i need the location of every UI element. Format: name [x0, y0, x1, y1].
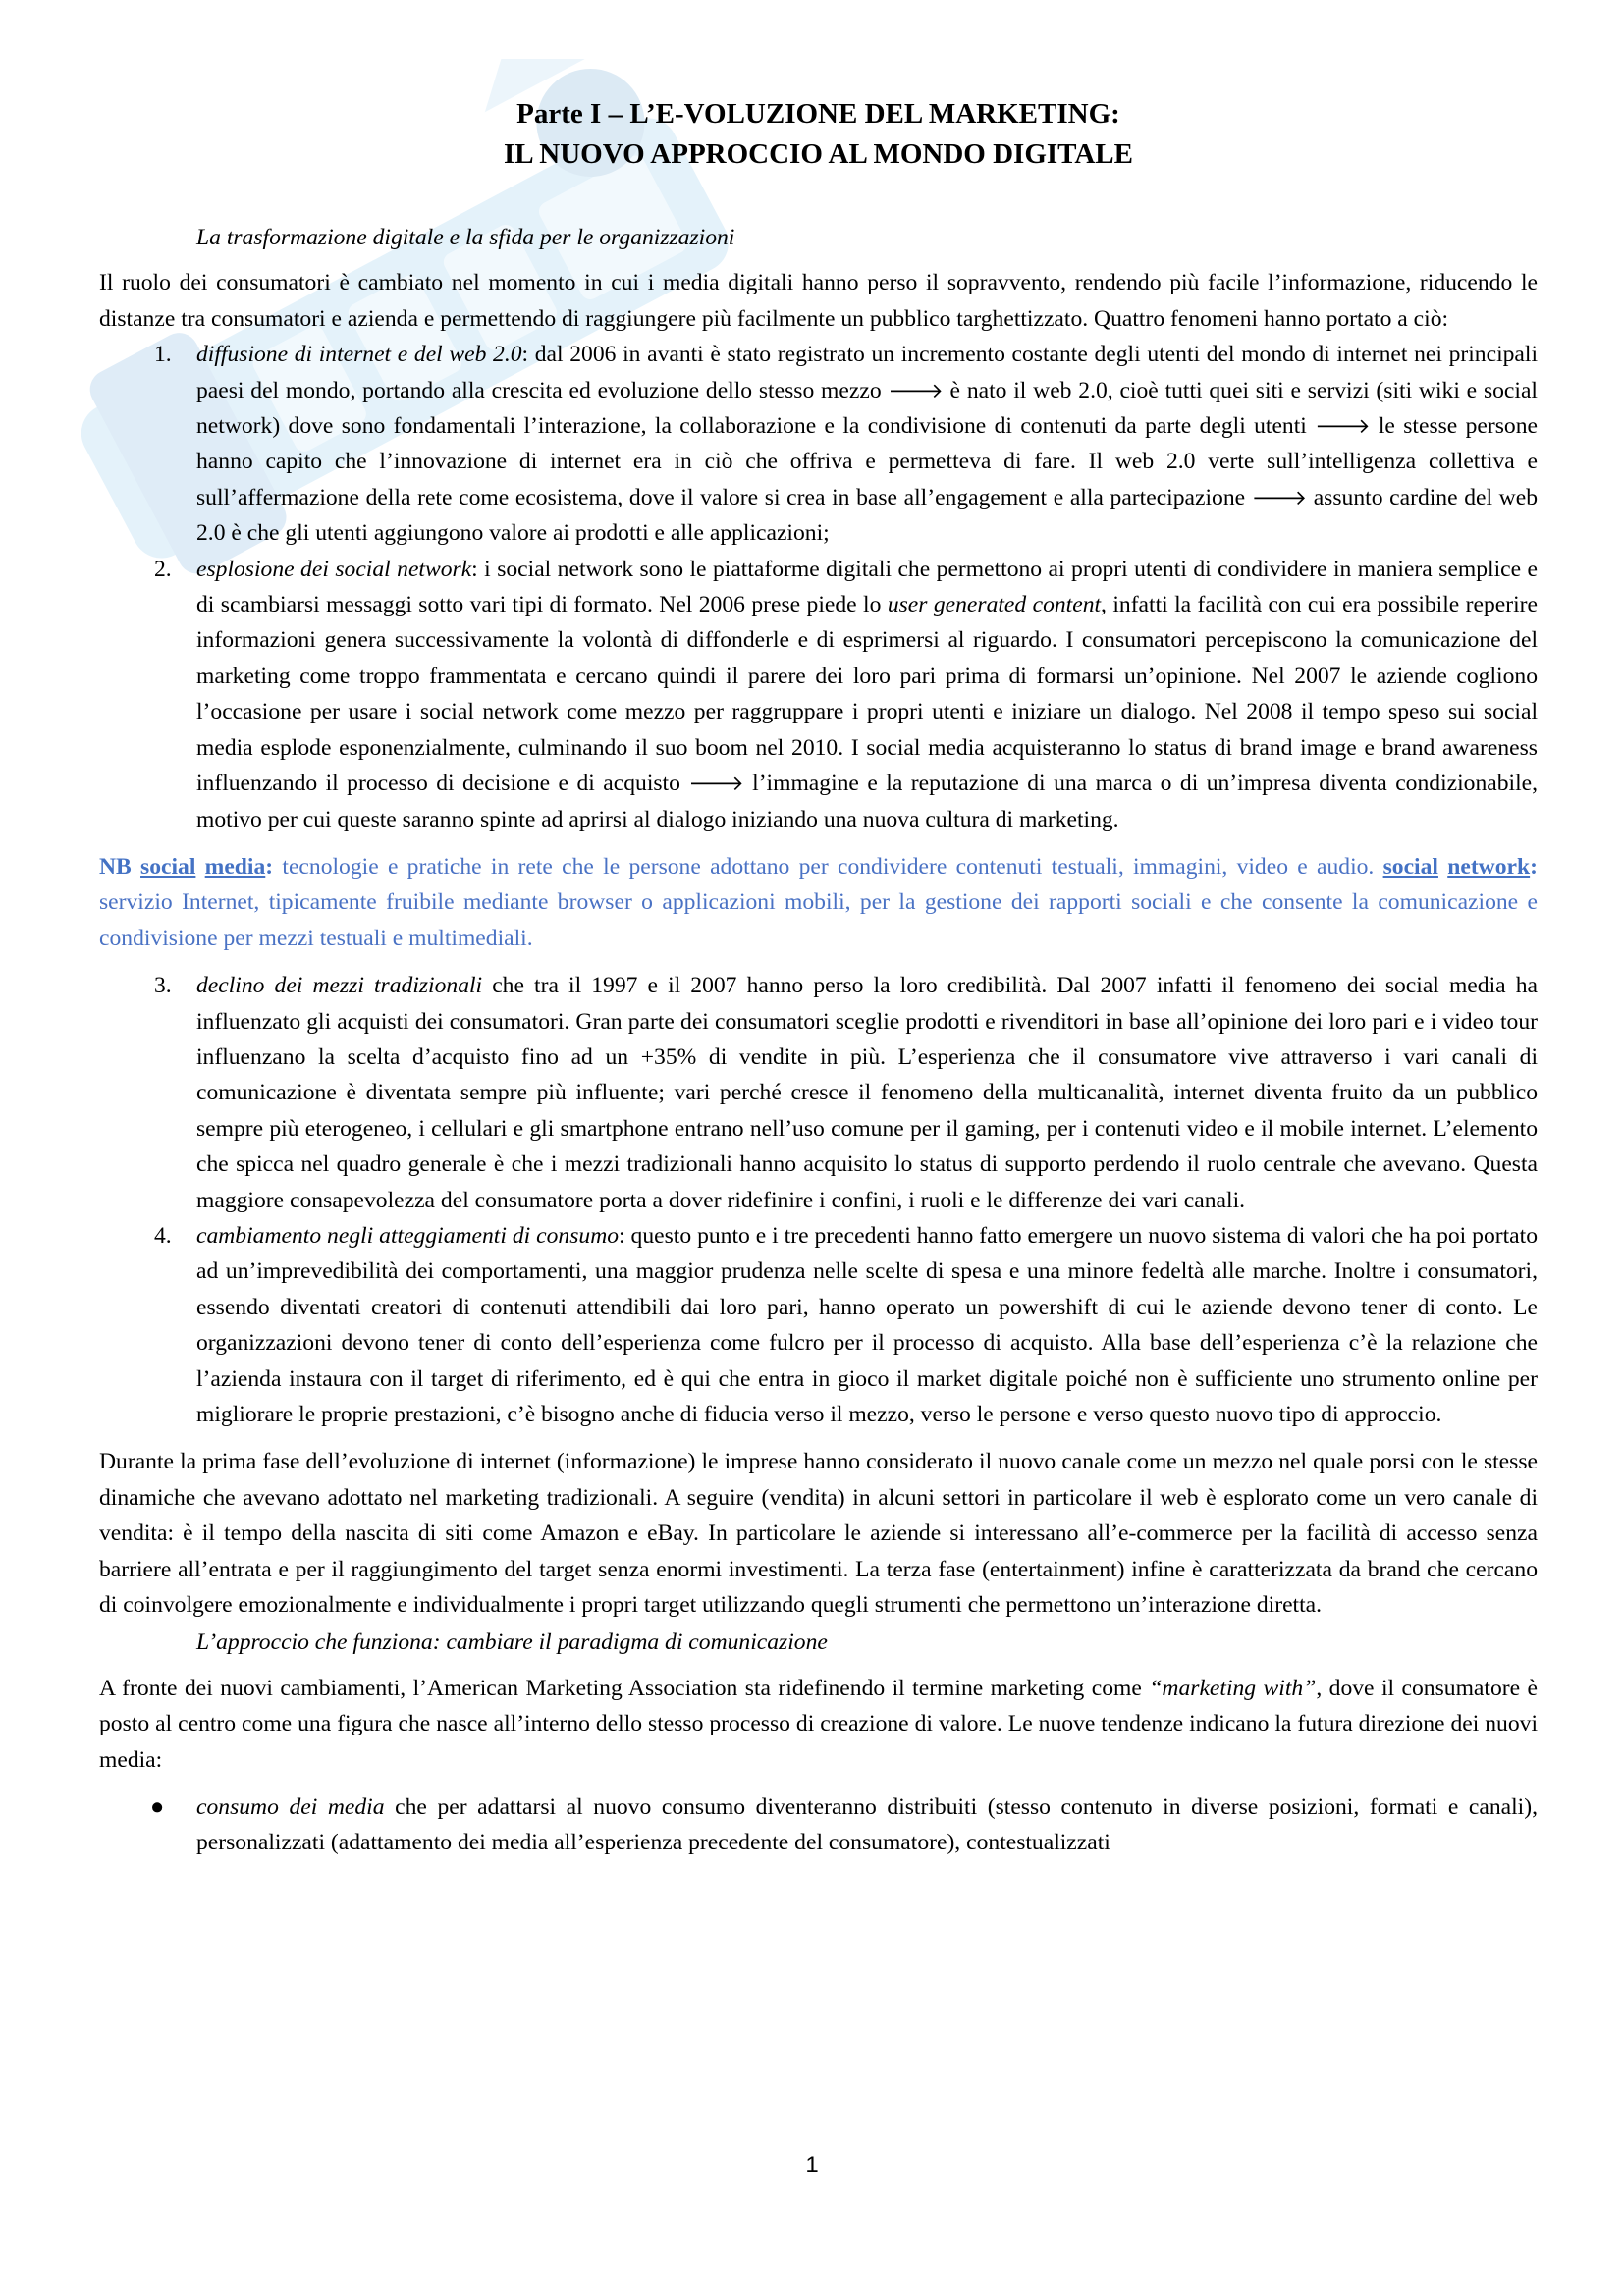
- bullet-item-1: [99, 1789, 1538, 1861]
- list-item-text: assunto cardine del web 2.0 è che gli utenti aggiungono valore ai prodotti e alle applicazioni;: [196, 484, 1538, 547]
- list-item-text: : questo punto e i tre precedenti hanno fatto emergere un nuovo sistema di valori che ha poi portato ad un’imprevedibilità dei comportamenti, una maggior prudenza nelle scelte di spesa e una minore fedeltà alle marche. Inoltre i consumatori, essendo diventati creatori di contenuti attendibili dai loro pari, hanno operato un powershift di cui le aziende devono tener di conto. Le organizzazioni devono tener di conto dell’esperienza come fulcro per il processo di acquisto. Alla base dell’esperienza c’è la relazione che l’azienda instaura con il target di riferimento, ed è qui che entra in gioco il market digitale poiché non è sufficiente uno strumento online per migliorare le proprie prestazioni, c’è bisogno anche di fiducia verso il mezzo, verso le persone e verso questo nuovo tipo di approccio.: [196, 1222, 1538, 1427]
- intro-paragraph: Il ruolo dei consumatori è cambiato nel momento in cui i media digitali hanno perso il sopravvento, rendendo più facile l’informazione, riducendo le distanze tra consumatori e azienda e permettendo di raggiungere più facilmente un pubblico targhettizzato. Quattro fenomeni hanno portato a ciò:: [99, 270, 1538, 332]
- body-paragraph: Durante la prima fase dell’evoluzione di internet (informazione) le imprese hanno considerato il nuovo canale come un mezzo nel quale porsi con le stesse dinamiche che avevano adottato nel marketing tradizionali. A seguire (vendita) in alcuni settori in particolare il web è esplorato come un vero canale di vendita: è il tempo della nascita di siti come Amazon e eBay. In particolare le aziende si interessano all’e-commerce per la facilità di accesso senza barriere all’entrata e per il raggiungimento del target senza enormi investimenti. La terza fase (entertainment) infine è caratterizzata da brand che cercano di coinvolgere emozionalmente e individualmente i propri target utilizzando quegli strumenti che permettono un’interazione diretta.: [99, 1449, 1538, 1619]
- list-item-4: [99, 1218, 1538, 1432]
- list-number: 4.: [154, 1222, 172, 1249]
- body-text: , dove il consumatore è posto al centro come una figura che nasce all’interno dello stesso processo di creazione di valore. Le nuove tendenze indicano la futura direzione dei nuovi media:: [99, 1675, 1538, 1773]
- list-item-text: le stesse persone hanno capito che l’innovazione di internet era in ciò che offriva e permetteva di fare. Il web 2.0 verte sull’intelligenza collettiva e sull’affermazione della rete come ecosistema, dove il valore si crea in base all’engagement e alla partecipazione: [196, 413, 1539, 510]
- list-item-text: che tra il 1997 e il 2007 hanno perso la loro credibilità. Dal 2007 infatti il fenomeno dei social media ha influenzato gli acquisti dei consumatori. Gran parte dei consumatori sceglie prodotti e rivenditori in base all’opinione dei loro pari e i video tour influenzano la scelta d’acquisto fino ad un +35% di vendite in più. L’esperienza che il consumatore vive attraverso i vari canali di comunicazione è diventata sempre più influente; vari perché cresce il fenomeno della multicanalità, internet diventa fruito da un pubblico sempre più eterogeneo, i cellulari e gli smartphone entrano nell’uso comune per il gaming, per i contenuti video e il mobile internet. L’elemento che spicca nel quadro generale è che i mezzi tradizionali hanno acquisito lo status di supporto perdendo il ruolo centrale che avevano. Questa maggiore consapevolezza del consumatore porta a dover ridefinire i confini, i ruoli e le differenze dei vari canali.: [196, 973, 1538, 1213]
- list-item-text: : dal 2006 in avanti è stato registrato un incremento costante degli utenti del mondo di internet nei principali paesi del mondo, portando alla crescita ed evoluzione dello stesso mezzo: [196, 342, 1539, 403]
- list-item-3: [99, 968, 1538, 1218]
- list-item-text: , infatti la facilità con cui era possibile reperire informazioni genera successivamente la volontà di diffonderle e di esprimersi al riguardo. I consumatori percepiscono la comunicazione del marketing come troppo frammentata e cercano quindi il parere dei loro pari prima di formarsi un’opinione. Nel 2007 le aziende cogliono l’occasione per usare i social network come mezzo per raggruppare i propri utenti e iniziare un dialogo. Nel 2008 il tempo speso sui social media esplode esponenzialmente, culminando il suo boom nel 2010. I social media acquisteranno lo status di brand image e brand awareness influenzando il processo di decisione e di acquisto: [196, 592, 1538, 797]
- list-number: 3.: [154, 973, 172, 999]
- list-item-1: [99, 337, 1538, 551]
- title-line-2: IL NUOVO APPROCCIO AL MONDO DIGITALE: [504, 138, 1133, 170]
- nb-term-link[interactable]: social: [1382, 853, 1438, 880]
- list-item-term: declino dei mezzi tradizionali: [196, 973, 483, 999]
- nb-note: [99, 849, 1538, 956]
- nb-term-link[interactable]: media: [204, 853, 266, 880]
- list-item-2: [99, 552, 1538, 837]
- nb-term-link[interactable]: social: [140, 853, 196, 880]
- bullet-text: che per adattarsi al nuovo consumo diventeranno distribuiti (stesso contenuto in diverse posizioni, formati e canali), personalizzati (adattamento dei media all’esperienza precedente del consumatore), contestualizzati: [196, 1794, 1538, 1856]
- arrow-icon: 🡒: [1315, 414, 1371, 439]
- list-item-text: l’immagine e la reputazione di una marca o di un’impresa diventa condizionabile, motivo per cui queste saranno spinte ad aprirsi al dialogo iniziando una nuova cultura di marketing.: [196, 771, 1538, 832]
- arrow-icon: 🡒: [888, 378, 944, 402]
- arrow-icon: 🡒: [688, 772, 744, 796]
- body-paragraph: [99, 1671, 1538, 1778]
- document-body: [99, 94, 1538, 1861]
- list-item-term: cambiamento negli atteggiamenti di consumo: [196, 1222, 620, 1249]
- list-item-term: esplosione dei social network: [196, 556, 472, 582]
- arrow-icon: 🡒: [1251, 485, 1308, 509]
- list-item-emphasis: user generated content: [887, 592, 1102, 618]
- title-line-1: Parte I – L’E-VOLUZIONE DEL MARKETING:: [516, 98, 1120, 130]
- nb-term-link[interactable]: network: [1447, 853, 1531, 880]
- page-title: [99, 94, 1538, 175]
- section-heading-2: L’approccio che funziona: cambiare il paradigma di comunicazione: [196, 1629, 828, 1656]
- page-number: 1: [805, 2152, 819, 2178]
- list-number: 2.: [154, 556, 172, 582]
- nb-label: NB: [99, 853, 132, 880]
- section-heading-1: La trasformazione digitale e la sfida per le organizzazioni: [196, 225, 735, 250]
- list-item-term: diffusione di internet e del web 2.0: [196, 342, 522, 368]
- nb-definition: servizio Internet, tipicamente fruibile mediante browser o applicazioni mobili, per la gestione dei rapporti sociali e che consente la comunicazione e condivisione per mezzi testuali e multimediali.: [99, 889, 1538, 951]
- bullet-icon: ●: [150, 1794, 165, 1821]
- nb-colon: :: [1530, 853, 1538, 880]
- body-emphasis: “marketing with”: [1149, 1675, 1317, 1701]
- bullet-term: consumo dei media: [196, 1794, 385, 1821]
- body-text: A fronte dei nuovi cambiamenti, l’American Marketing Association sta ridefinendo il termine marketing come: [99, 1675, 1150, 1701]
- list-item-text: : i social network sono le piattaforme digitali che permettono ai propri utenti di condividere in maniera semplice e di scambiarsi messaggi sotto vari tipi di formato. Nel 2006 prese piede lo: [196, 556, 1538, 618]
- nb-colon: :: [265, 853, 274, 880]
- list-number: 1.: [154, 342, 172, 368]
- nb-definition: tecnologie e pratiche in rete che le persone adottano per condividere contenuti testuali, immagini, video e audio.: [273, 853, 1375, 880]
- list-item-text: è nato il web 2.0, cioè tutti quei siti e servizi (siti wiki e social network) dove sono fondamentali l’interazione, la collaborazione e la condivisione di contenuti da parte degli utenti: [196, 377, 1538, 440]
